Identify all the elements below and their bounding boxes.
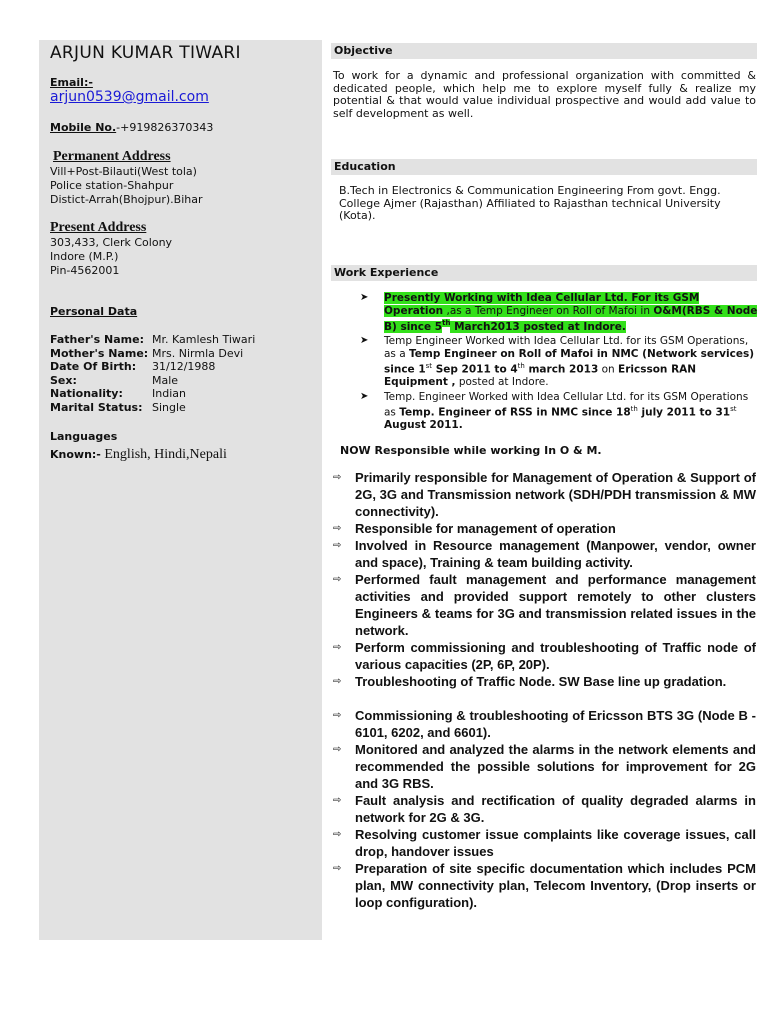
arrow-right-icon: ⇨ xyxy=(333,795,342,806)
responsibility-text: Commissioning & troubleshooting of Ericsson BTS 3G (Node B - 6101, 6202, and 6601). xyxy=(355,708,756,740)
arrow-right-icon: ⇨ xyxy=(333,863,342,874)
present-address-line: Indore (M.P.) xyxy=(50,250,119,263)
permanent-address-line: Vill+Post-Bilauti(West tola) xyxy=(50,165,197,178)
known-label: Known:- xyxy=(50,448,101,461)
experience-item xyxy=(360,391,760,432)
exp3-sup: th xyxy=(630,405,638,413)
field-value: Single xyxy=(152,400,186,414)
responsibility-item xyxy=(333,469,756,520)
personal-data-row xyxy=(50,347,255,361)
personal-data-row xyxy=(50,401,255,415)
education-text: B.Tech in Electronics & Communication Engineering From govt. Engg. College Ajmer (Rajasthan) Affiliated to Rajasthan technical University (Kota). xyxy=(339,184,721,222)
permanent-address-line: Distict-Arrah(Bhojpur).Bihar xyxy=(50,193,203,206)
field-value: Indian xyxy=(152,387,186,400)
exp1-highlight: Presently Working with Idea Cellular Ltd. For its GSM Operation xyxy=(384,292,700,317)
responsibility-text: Primarily responsible for Management of Operation & Support of 2G, 3G and Transmission network (SDH/PDH transmission & MW connectivity). xyxy=(355,470,756,519)
exp1-highlight: O&M(RBS & Node B) since 5 xyxy=(384,304,758,333)
personal-data-heading: Personal Data xyxy=(50,305,138,318)
responsibility-item xyxy=(333,741,756,792)
responsibility-item xyxy=(333,639,756,673)
responsibility-item xyxy=(333,826,756,860)
exp3-bold: August 2011. xyxy=(384,419,463,431)
permanent-address-heading: Permanent Address xyxy=(53,149,171,164)
personal-data-row xyxy=(50,360,255,374)
responsibility-text: Resolving customer issue complaints like coverage issues, call drop, handover issues xyxy=(355,827,756,859)
email-link[interactable]: arjun0539@gmail.com xyxy=(50,89,209,105)
mobile-label: Mobile No. xyxy=(50,121,117,134)
responsibility-text: Preparation of site specific documentation which includes PCM plan, MW connectivity plan, Telecom Inventory, (Drop inserts or loop configuration). xyxy=(355,861,756,910)
arrow-icon: ➤ xyxy=(360,390,369,402)
experience-list xyxy=(360,292,760,433)
responsibility-text: Troubleshooting of Traffic Node. SW Base line up gradation. xyxy=(355,674,727,689)
present-address-heading: Present Address xyxy=(50,220,147,235)
responsibility-text: Involved in Resource management (Manpower, vendor, owner and space), Training & team building activity. xyxy=(355,538,756,570)
personal-data-table xyxy=(50,333,255,414)
field-key: Nationality: xyxy=(50,387,123,400)
responsibility-item xyxy=(333,673,756,690)
personal-data-row xyxy=(50,374,255,388)
exp2-sup: th xyxy=(517,362,525,370)
responsibility-text: Performed fault management and performance management activities and provided support remotely to other clusters Engineers & teams for 3G and transmission related issues in the network. xyxy=(355,572,756,638)
exp2-text: Temp Engineer Worked with Idea Cellular Ltd. for its GSM Operations, as a xyxy=(384,335,749,360)
mobile-line xyxy=(50,121,213,135)
arrow-right-icon: ⇨ xyxy=(333,829,342,840)
arrow-right-icon: ⇨ xyxy=(333,540,342,551)
field-value: 31/12/1988 xyxy=(152,360,216,373)
field-key: Marital Status: xyxy=(50,400,143,414)
candidate-name: ARJUN KUMAR TIWARI xyxy=(50,43,241,63)
email-label: Email:- xyxy=(50,76,93,89)
exp2-bold: Ericsson RAN Equipment , xyxy=(384,363,697,388)
arrow-icon: ➤ xyxy=(360,335,369,346)
exp2-text: posted at Indore. xyxy=(455,376,549,388)
responsibility-item xyxy=(333,707,756,741)
exp2-bold: Temp Engineer on Roll of Mafoi in NMC (Network services) since 1 xyxy=(384,347,755,376)
exp2-bold: march 2013 xyxy=(524,363,599,376)
education-heading: Education xyxy=(331,159,757,175)
responsibility-text: Monitored and analyzed the alarms in the network elements and recommended the possible solutions for improvement for 2G and 3G RBS. xyxy=(355,742,756,791)
field-value: Mrs. Nirmla Devi xyxy=(152,346,244,360)
exp3-bold: july 2011 to 31 xyxy=(637,406,731,419)
known-value: English, Hindi,Nepali xyxy=(100,447,227,462)
field-key: Mother's Name: xyxy=(50,346,149,360)
arrow-right-icon: ⇨ xyxy=(333,744,342,755)
responsibility-list-a xyxy=(333,469,756,690)
responsibility-item xyxy=(333,571,756,639)
field-value: Mr. Kamlesh Tiwari xyxy=(152,333,256,346)
permanent-address-block xyxy=(50,165,203,207)
exp1-sup: th xyxy=(442,319,451,327)
responsibility-text: Fault analysis and rectification of quality degraded alarms in network for 2G & 3G. xyxy=(355,793,756,825)
languages-line xyxy=(50,443,227,463)
arrow-right-icon: ⇨ xyxy=(333,642,342,653)
field-key: Sex: xyxy=(50,373,77,387)
responsibility-text: Responsible for management of operation xyxy=(355,521,616,536)
personal-data-row xyxy=(50,387,255,401)
experience-item xyxy=(360,292,760,333)
objective-heading: Objective xyxy=(331,43,757,59)
permanent-address-line: Police station-Shahpur xyxy=(50,179,174,192)
field-key: Father's Name: xyxy=(50,333,144,346)
arrow-right-icon: ⇨ xyxy=(333,710,342,721)
responsibility-text: Perform commissioning and troubleshooting of Traffic node of various capacities (2P, 6P, 20P). xyxy=(355,640,756,672)
mobile-value: -+919826370343 xyxy=(116,121,214,134)
objective-text: To work for a dynamic and professional organization with committed & dedicated people, which help me to explore myself fully & realize my potential & that would value individual prospective and would add value to self development as well. xyxy=(333,69,756,120)
experience-item xyxy=(360,335,760,389)
exp2-text: on xyxy=(598,363,619,376)
responsibility-item xyxy=(333,792,756,826)
present-address-block xyxy=(50,236,172,278)
exp1-highlight: March2013 posted at Indore. xyxy=(450,320,626,333)
arrow-right-icon: ⇨ xyxy=(333,523,342,534)
arrow-right-icon: ⇨ xyxy=(333,676,342,687)
personal-data-row xyxy=(50,333,255,347)
exp2-bold: Sep 2011 to 4 xyxy=(432,363,518,376)
exp1-text: ,as a Temp Engineer on Roll of Mafoi in xyxy=(443,304,654,317)
present-address-line: Pin-4562001 xyxy=(50,264,120,277)
arrow-icon: ➤ xyxy=(360,292,369,303)
now-responsible-line: NOW Responsible while working In O & M. xyxy=(340,444,602,457)
arrow-right-icon: ⇨ xyxy=(333,574,342,585)
exp3-text: Temp. Engineer Worked with Idea Cellular Ltd. for its GSM Operations as xyxy=(384,390,749,419)
responsibility-item xyxy=(333,520,756,537)
responsibility-item xyxy=(333,537,756,571)
work-experience-heading: Work Experience xyxy=(331,265,757,281)
exp2-sup: st xyxy=(425,362,433,370)
present-address-line: 303,433, Clerk Colony xyxy=(50,236,173,249)
field-value: Male xyxy=(152,373,179,387)
field-key: Date Of Birth: xyxy=(50,360,137,373)
responsibility-list-b xyxy=(333,707,756,911)
exp3-sup: st xyxy=(730,405,737,413)
exp3-bold: Temp. Engineer of RSS in NMC since 18 xyxy=(399,406,631,419)
responsibility-item xyxy=(333,860,756,911)
languages-heading: Languages xyxy=(50,430,118,443)
arrow-right-icon: ⇨ xyxy=(333,472,342,483)
